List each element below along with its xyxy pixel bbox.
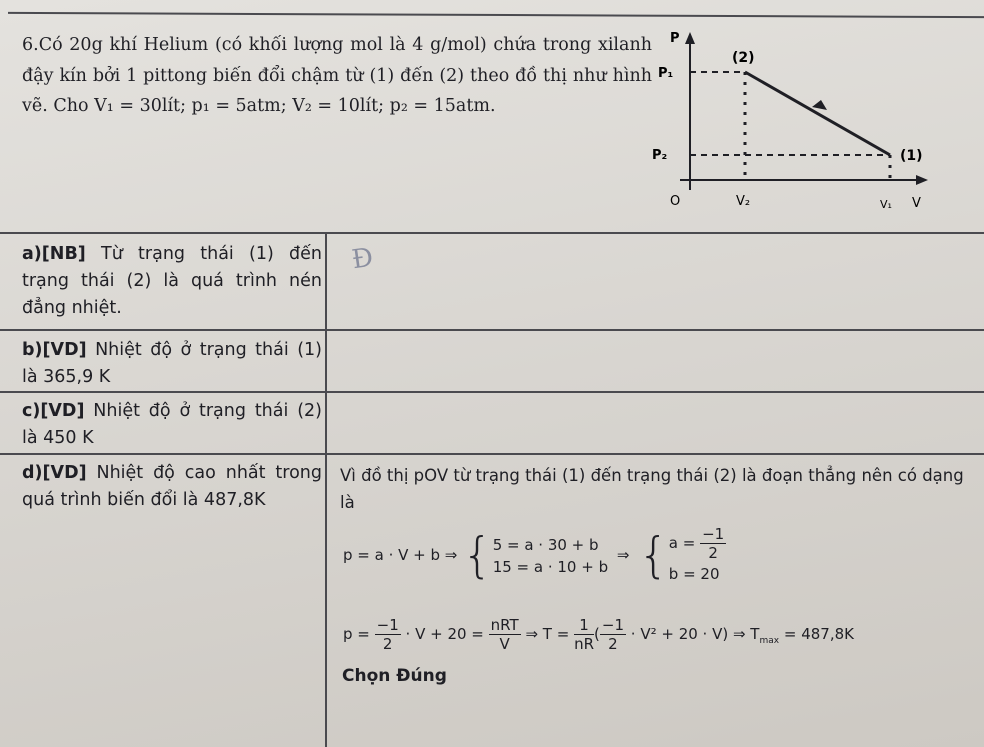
statement-a-tag: a)[NB] bbox=[22, 244, 86, 264]
eq2-tail: · V² + 20 · V) ⇒ T bbox=[630, 625, 760, 643]
eq2-slope-fraction bbox=[375, 616, 401, 653]
state2-label: (2) bbox=[732, 50, 755, 66]
system-eq-1: 5 = a · 30 + b bbox=[492, 535, 599, 554]
problem-number: 6. bbox=[22, 35, 39, 55]
statement-c-text: Nhiệt độ ở trạng thái (2) là 450 K bbox=[22, 401, 322, 448]
given-v2: V₂ = 10lít bbox=[292, 96, 379, 116]
system-1 bbox=[493, 534, 608, 578]
state1-label: (1) bbox=[900, 148, 923, 164]
origin-label: O bbox=[670, 194, 681, 209]
process-line bbox=[745, 72, 890, 155]
eq2-lhs: p = bbox=[343, 625, 370, 643]
eq2-coef-den: 2 bbox=[608, 635, 618, 653]
result-a-den: 2 bbox=[708, 544, 718, 562]
paren-open: ( bbox=[594, 625, 600, 643]
nrt-num: nRT bbox=[490, 616, 519, 634]
equation-system bbox=[343, 525, 726, 586]
p2-label: P₂ bbox=[652, 148, 668, 163]
given-v1: V₁ = 30lít bbox=[94, 96, 181, 116]
inverse-nr-fraction bbox=[574, 616, 594, 653]
result-a-fraction bbox=[700, 525, 726, 562]
solution-conclusion: Chọn Đúng bbox=[342, 666, 447, 686]
statement-d bbox=[22, 460, 322, 514]
problem-statement: 6.Có 20g khí Helium (có khối lượng mol là 4 g/mol) chứa trong xilanh đậy kín bởi 1 pittong biến đổi chậm từ (1) đến (2) theo đồ thị như hình vẽ. Cho V₁ = 30lít; p₁ = 5atm; V₂ = 10lít; p₂ = 15atm. bbox=[22, 35, 652, 116]
v1-label: V₁ bbox=[880, 198, 892, 211]
row-divider-a bbox=[0, 329, 984, 331]
eq2-coef-num: −1 bbox=[601, 616, 624, 634]
problem-text: Có 20g khí Helium (có khối lượng mol là 4 g/mol) chứa trong xilanh đậy kín bởi 1 pittong biến đổi chậm từ (1) đến (2) theo đồ thị như hình vẽ. Cho bbox=[22, 35, 652, 116]
inverse-nr-num: 1 bbox=[574, 616, 594, 635]
statement-d-tag: d)[VD] bbox=[22, 463, 87, 483]
system-brace: { bbox=[462, 527, 493, 584]
given-p2: p₂ = 15atm. bbox=[389, 96, 496, 116]
statement-c-tag: c)[VD] bbox=[22, 401, 85, 421]
result-b: b = 20 bbox=[668, 565, 720, 583]
statement-b bbox=[22, 337, 322, 391]
statement-a bbox=[22, 241, 322, 322]
eq2-slope-num: −1 bbox=[376, 616, 399, 634]
p-axis-label: P bbox=[670, 31, 680, 46]
implies-arrow: ⇒ bbox=[616, 546, 630, 564]
eq2-coef-fraction bbox=[600, 616, 626, 653]
column-divider bbox=[325, 232, 327, 747]
result-a-lhs: a = bbox=[668, 534, 696, 552]
statement-b-tag: b)[VD] bbox=[22, 340, 87, 360]
statement-a-text: Từ trạng thái (1) đến trạng thái (2) là quá trình nén đẳng nhiệt. bbox=[22, 244, 322, 318]
process-arrow bbox=[812, 100, 827, 110]
nrt-den: V bbox=[499, 635, 510, 653]
eq2-then: ⇒ T = bbox=[525, 625, 570, 643]
temperature-equation bbox=[343, 616, 854, 653]
v-axis-label: V bbox=[912, 196, 921, 211]
solution-intro: Vì đồ thị pOV từ trạng thái (1) đến trạng thái (2) là đoạn thẳng nên có dạng là bbox=[340, 466, 964, 512]
statement-d-text: Nhiệt độ cao nhất trong quá trình biến đổi là 487,8K bbox=[22, 463, 322, 510]
line-equation: p = a · V + b ⇒ bbox=[343, 546, 458, 564]
result-a-num: −1 bbox=[702, 525, 725, 543]
tmax-result: = 487,8K bbox=[783, 625, 854, 643]
tmax-subscript: max bbox=[759, 636, 780, 646]
statement-b-text: Nhiệt độ ở trạng thái (1) là 365,9 K bbox=[22, 340, 322, 387]
eq2-mid: · V + 20 = bbox=[405, 625, 484, 643]
statement-c bbox=[22, 398, 322, 452]
result-a bbox=[669, 525, 726, 562]
header-bottom-border bbox=[0, 232, 984, 234]
pv-graph bbox=[650, 20, 970, 235]
eq2-slope-den: 2 bbox=[382, 635, 393, 653]
v-axis-arrow bbox=[916, 175, 928, 185]
inverse-nr-den: nR bbox=[574, 635, 595, 653]
result-brace: { bbox=[638, 527, 669, 584]
system-result bbox=[669, 525, 726, 586]
system-eq-2: 15 = a · 10 + b bbox=[492, 557, 609, 576]
given-p1: p₁ = 5atm bbox=[191, 96, 281, 116]
v2-label: V₂ bbox=[736, 194, 751, 209]
row-divider-b bbox=[0, 391, 984, 393]
p-axis-arrow bbox=[685, 32, 695, 44]
answer-mark-a: Đ bbox=[350, 242, 375, 276]
row-divider-c bbox=[0, 453, 984, 455]
nrt-fraction bbox=[489, 616, 521, 653]
p1-label: P₁ bbox=[658, 66, 674, 81]
